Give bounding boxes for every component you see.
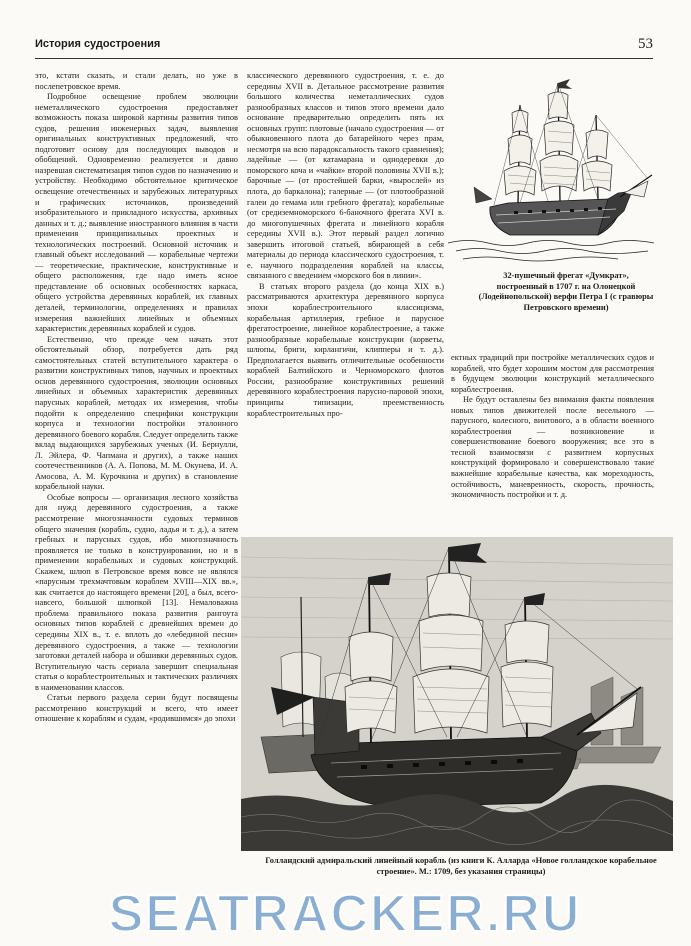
paragraph: В статьях второго раздела (до конца XIX в.) рассматриваются архитектура деревянного корпуса эпохи кораблестроительного классицизма, корабельная артиллерия, гребное и парусное фрегатостроение, линейное кораблестроение, а также разнообразные корабельные конструкции (корветы, шлюпы, бриги, кирлангичи, клипперы и т. д.). Предполагается выявить отличительные особенности кораблей Балтийского и Черноморского флотов России, разнообразие конструктивных решений деревянного кораблестроения парусно-паровой эпохи, принципы типизации, преемственность кораблестроительных про- [247,281,444,418]
text-column-right [451,353,654,503]
page-number: 53 [638,36,653,52]
text-column-left [35,71,238,871]
dutch-ship-caption: Голландский адмиральский линейный корабль (из книги К. Алларда «Новое голландское корабельное строение». М.: 1709, без указания страницы) [265,856,657,876]
frigate-caption: 32-пушечный фрегат «Думкрат», построенный в 1707 г. на Олонецкой (Лодейнопольской) верфи Петра I (с гравюры Петровского времени) [478,271,654,312]
frigate-illustration [448,75,654,267]
text-column-middle [247,71,444,531]
dutch-ship-illustration [241,537,673,851]
section-title: История судостроения [35,38,161,50]
watermark-logo [0,885,691,941]
paragraph: Особые вопросы — организация лесного хозяйства для нужд деревянного судостроения, а также рассмотрение многозначности судовых терминов общего значения (корабль, судно, ладья и т. д.), а затем гребных и парусных судов, ибо многозначность проявляется не только в конструировании, но и в применении корабельных и судовых конструкций. Скажем, шлюп в Петровское время вовсе не являлся «парусным трехмачтовым кораблем XVIII—XIX вв.», как считается до настоящего времени [20], а был, всего-навсего, большой шлюпкой [13]. Немаловажна проблема правильного показа развития рангоута основных типов кораблей с древнейших времен до середины XIX в., т. е. вплоть до «лебединой песни» деревянного судостроения, а также — технологии заготовки деталей набора и обшивки деревянных судов. Вступительную часть сериала завершит специальная статья о кораблестроительных и тактических различиях в наименовании классов. [35,492,238,692]
watermark-text: SEATRACKER.RU [108,885,582,941]
paragraph: ектных традиций при постройке металлических судов и кораблей, что будет хорошим мостом для рассмотрения в будущем эволюции конструкций металлического кораблестроения. [451,353,654,394]
frigate-engraving [448,75,654,267]
paragraph: Естественно, что прежде чем начать этот обстоятельный обзор, потребуется дать ряд самостоятельных статей вступительного характера о развитии конструктивных типов, научных и проектных основ деревянного судостроения, эволюции основных линейных и объемных характеристик деревянных парусных кораблей, методах их измерения, чтобы подойти к определению специфики конструкции корпуса и технологии постройки эталонного деревянного боевого корабля. Следует определить также вклад выдающихся зарубежных ученых (И. Бернулли, Л. Эйлера, Ф. Чапмана и других), а также наших соотечественников (А. А. Попова, М. М. Окунева, И. А. Амосова, А. М. Курочкина и других) в становление корабельной науки. [35,334,238,492]
watermark-svg [0,885,691,941]
paragraph: Не будут оставлены без внимания факты появления новых типов движителей после весельного — парусного, колесного, винтового, а в области военного кораблестроения — возникновение и совершенствование боевого вооружения; все это в тесной взаимосвязи с развитием корпусных конструкций формировало и совершенствовало такие важнейшие корабельные качества, как мореходность, остойчивость, маневренность, скорость, прочность, экономичность постройки и т. д. [451,395,654,500]
paragraph: это, кстати сказать, и стали делать, но уже в послепетровское время. [35,71,238,91]
paragraph: классического деревянного судостроения, т. е. до середины XVII в. Детальное рассмотрение развития большого количества неметаллических судов разнообразных классов и типов этого времени дало основание предварительно определить пять их основных групп: плотовые (начало судостроения — от обыкновенного плота до батарейного через прам, несмотря на всю парадоксальность такого сравнения); ладейные — (от катамарана и однодеревки до поморского коча и «чайки» второй половины XVII в.); барочные — (от простейшей барки, «вырослей» из плота, до баркалона); галерные — (от плотообразной галеи до гемама или гребного фрегата); корабельные (от средиземноморского 6-баночного фрегата XVI в. до многопушечных фрегата и линейного корабля середины XVII в.). Этот первый раздел логично завершить итоговой статьей, вбирающей в себя материалы до периода классического судостроения, т. е. научного подразделения кораблей на классы, связанного с введением «морского боя в линии». [247,71,444,281]
dutch-ship-engraving [241,537,673,851]
running-header [35,32,653,59]
paragraph: Статьи первого раздела серии будут посвящены рассмотрению конструкций и всего, что имеет отношение к кораблям и судам, «родившимся» до эпохи [35,693,238,724]
paragraph: Подробное освещение проблем эволюции неметаллического судостроения предоставляет возможность показа широкой картины развития типов судов, решения инженерных задач, выявления оригинальных конструктивных предложений, что подготовит основу для последующих выводов и обобщений. Одновременно реализуется и давно назревшая систематизация типов судов по назначению и устройству. Необходимо обстоятельное критическое освещение отечественных и зарубежных литературных и графических источников, произведений изобразительного и прикладного искусства, архивных данных и т. д.; выявление иностранного влияния в части применения принципиальных проектных и технологических построений. Основной источник и главный объект исследований — корабельные чертежи — теоретические, практические, конструктивные и общего расположения, где надо иметь ясное представление об основных особенностях каркаса, общего устройства деревянных кораблей, их главных деталей, терминологии, определениях и правилах измерения важнейших линейных и объемных характеристик деревянных кораблей и судов. [35,92,238,334]
